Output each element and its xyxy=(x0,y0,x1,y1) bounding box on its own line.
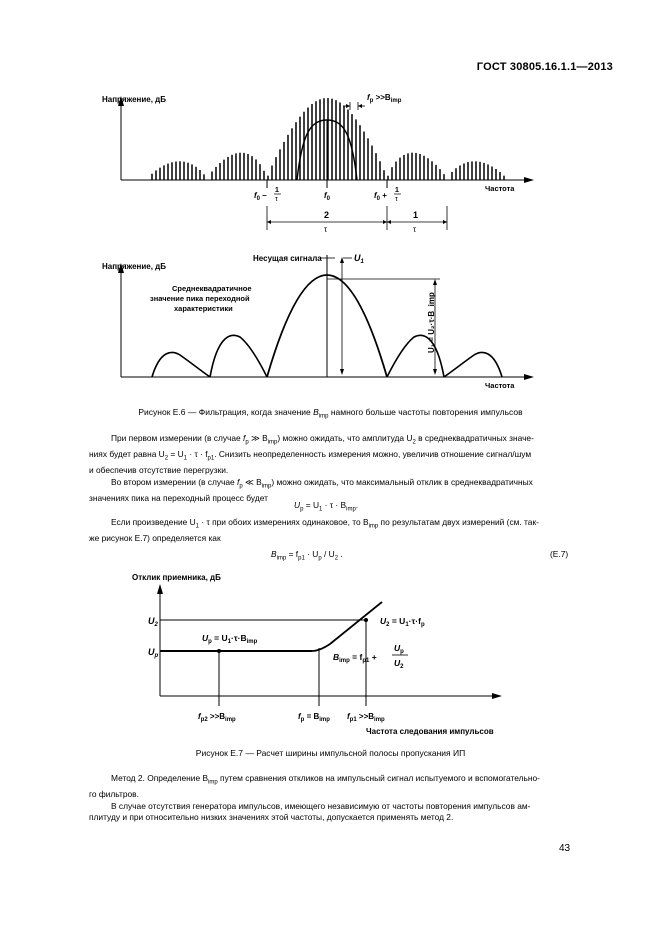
response-curve-rising xyxy=(330,602,382,644)
svg-text:τ: τ xyxy=(413,225,417,234)
svg-text:2: 2 xyxy=(324,210,330,220)
rms-annotation-line1: Среднеквадратичное xyxy=(172,284,252,293)
paragraph-product-equal: Если произведение $U_1 \cdot \tau$ при обоих измерениях одинаковое, то $B_{imp}$ по результатам двух измерений (см. так- же рисунок Е.7) определяется как xyxy=(89,517,539,544)
fp1-label: $f_{p1} >>B_{imp}$ xyxy=(347,712,385,723)
equation-number-e7: (Е.7) xyxy=(550,549,569,559)
svg-text:1: 1 xyxy=(395,187,399,194)
u2-axis-label: $U_2$ xyxy=(148,616,158,628)
fp-annotation: $f_p >>B_{imp}$ xyxy=(367,93,402,104)
y-axis-label: Отклик приемника, дБ xyxy=(132,573,221,582)
svg-text:1: 1 xyxy=(275,187,279,194)
y-axis-label: Напряжение, дБ xyxy=(102,95,166,104)
fp2-label: $f_{p2} >>B_{imp}$ xyxy=(198,712,236,723)
side-lobe-left-2 xyxy=(152,352,210,377)
up-equation: $U_p = U_1\cdot\tau\cdot B_{imp}$ xyxy=(202,633,258,645)
svg-text:τ: τ xyxy=(275,196,278,203)
tick-label-f0-minus: $f_0$ – xyxy=(254,191,267,202)
response-curve-knee xyxy=(312,644,330,651)
side-lobe-right-2 xyxy=(444,352,502,377)
document-code: ГОСТ 30805.16.1.1—2013 xyxy=(476,61,613,73)
carrier-label: Несущая сигнала xyxy=(253,254,322,263)
rms-annotation-line2: значение пика переходной xyxy=(150,294,250,303)
y-axis-label: Напряжение, дБ xyxy=(102,262,166,271)
x-axis-label: Частота xyxy=(485,381,515,390)
svg-text:τ: τ xyxy=(324,225,328,234)
x-axis-label: Частота xyxy=(485,184,515,193)
figure-e6-bottom-envelope xyxy=(90,245,540,395)
vertical-u1-equation: U₁ = U₂·τ·B_imp xyxy=(427,292,436,353)
up-axis-label: $U_p$ xyxy=(148,647,159,659)
paragraph-method-2: Метод 2. Определение $B_{imp}$ путем сравнения откликов на импульсный сигнал испытуемого и вспомогательно- го фильтров. В случае отсутствия генератора импульсов, имеющего независимую от частоты повторения импульсов ам- плитуду и при относительно низких значениях этой частоты, допускается применять метод 2. xyxy=(89,773,540,823)
tick-label-f0-plus: $f_0$ + xyxy=(374,191,387,202)
caption-figure-e6: Рисунок Е.6 — Фильтрация, когда значение $B_{imp}$ намного больше частоты повторения импульсов xyxy=(138,407,523,420)
bimp-fraction-numerator: $U_p$ xyxy=(394,643,404,655)
figure-e7-bandwidth-plot xyxy=(118,566,518,736)
caption-figure-e7: Рисунок Е.7 — Расчет ширины импульсной полосы пропускания ИП xyxy=(195,748,466,758)
svg-text:1: 1 xyxy=(413,210,419,220)
spectral-lines xyxy=(152,98,504,180)
paragraph-first-measurement: При первом измерении (в случае $f_p$ ≫ $B_{imp}$) можно ожидать, что амплитуда $U_2$ в среднеквадратичных значе- ниях будет равна $U_2 = U_1 \cdot \tau \cdot f_{p1}$. Снизить неопределенность измерения можно, увеличив отношение сигнал/шум и обеспечив отсутствие перегрузки. Во втором измерении (в случае $f_p$ ≪ $B_{imp}$) можно ожидать, что максимальный отклик в среднеквадратичных значениях пика на переходный процесс будет xyxy=(89,433,534,504)
u1-label: $U_1$ xyxy=(354,253,364,265)
side-lobe-left-1 xyxy=(210,335,267,377)
rms-annotation-line3: характеристики xyxy=(174,304,233,313)
figure-e6-top-spectrum xyxy=(90,80,540,240)
bimp-fraction-denominator: $U_2$ xyxy=(394,658,404,670)
x-axis-label: Частота следования импульсов xyxy=(366,727,494,736)
page-number: 43 xyxy=(559,843,571,854)
u2-equation: $U_2 = U_1\cdot\tau\cdot f_p$ xyxy=(380,616,425,628)
equation-e7: $B_{imp} = f_{p1} \cdot U_p / U_2$ . xyxy=(271,549,343,562)
bimp-equation: $B_{imp} = f_{p1}$ + xyxy=(333,652,377,664)
fp-equals-bimp-label: $f_p = B_{imp}$ xyxy=(298,712,330,723)
svg-text:τ: τ xyxy=(395,196,398,203)
tick-label-f0: $f_0$ xyxy=(324,191,331,202)
equation-up: $U_p = U_1 \cdot \tau \cdot B_{imp}$. xyxy=(294,500,359,513)
